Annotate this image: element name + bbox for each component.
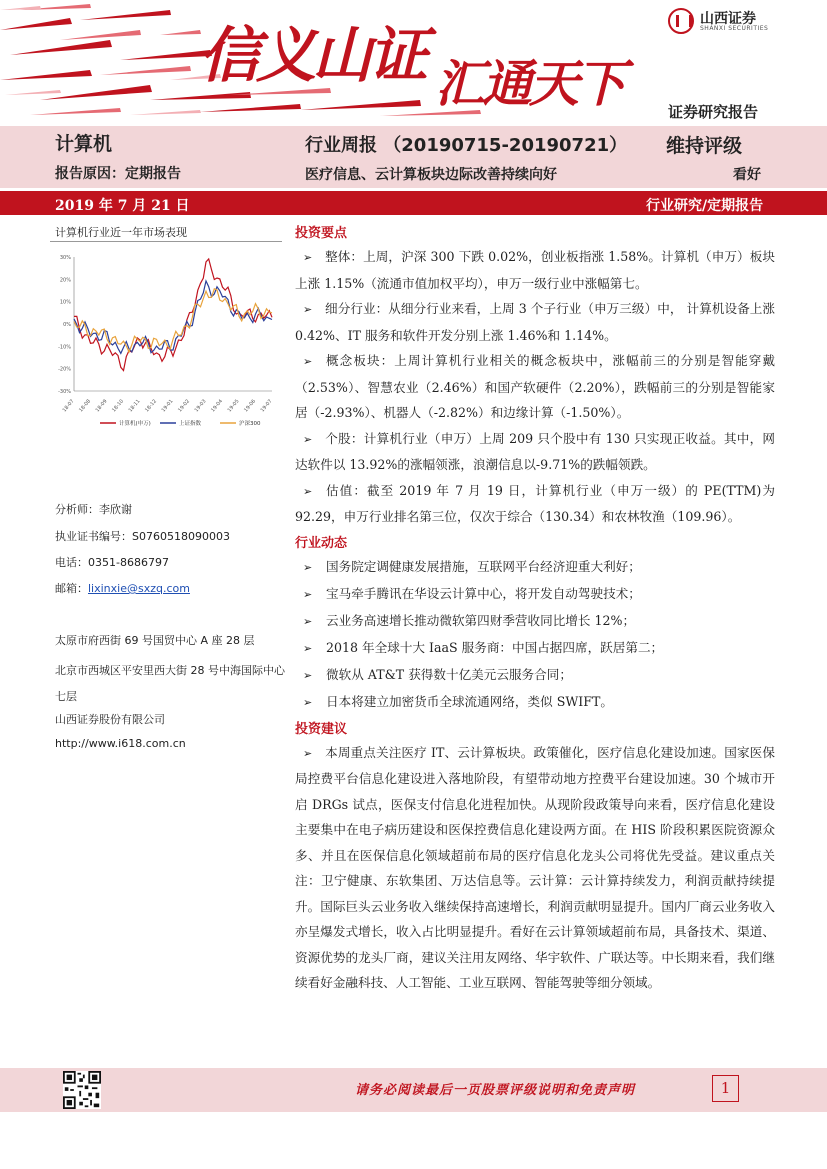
report-reason: 报告原因：定期报告 xyxy=(55,166,181,182)
slogan-part2: 汇通天下 xyxy=(435,55,623,113)
arrow-bullet-icon: ➢ xyxy=(303,432,313,446)
legend-label: 上证指数 xyxy=(179,421,202,427)
email-link[interactable]: lixinxie@sxzq.com xyxy=(88,582,190,595)
invest-point xyxy=(295,296,775,348)
slogan-part1: 信义山证 xyxy=(200,21,424,91)
email-label: 邮箱： xyxy=(55,582,88,595)
news-item-text: 2018 年全球十大 IaaS 服务商：中国占据四席，跃居第二； xyxy=(326,639,664,655)
y-tick-label: 0% xyxy=(63,322,71,328)
arrow-bullet-icon: ➢ xyxy=(303,560,313,574)
invest-point-text: 细分行业：从细分行业来看，上周 3 个子行业（申万三级）中， 计算机设备上涨 0.42%、IT 服务和软件开发分别上涨 1.46%和 1.14%。 xyxy=(295,301,775,343)
report-headline: 医疗信息、云计算板块边际改善持续向好 xyxy=(305,167,557,183)
analyst-name: 分析师：李欣谢 xyxy=(55,503,132,516)
website-link[interactable]: http://www.i618.com.cn xyxy=(55,737,186,750)
series-line-1 xyxy=(74,281,272,353)
header-banner xyxy=(0,0,827,125)
arrow-bullet-icon: ➢ xyxy=(303,746,313,760)
report-category: 行业研究/定期报告 xyxy=(646,198,764,214)
invest-point-text: 整体：上周，沪深 300 下跌 0.02%，创业板指涨 1.58%。计算机（申万）板块上涨 1.15%（流通市值加权平均），申万一级行业中涨幅第七。 xyxy=(295,249,775,291)
license-number: 执业证书编号：S0760518090003 xyxy=(55,530,230,543)
legend-label: 计算机(申万) xyxy=(119,421,151,427)
section-title-news: 行业动态 xyxy=(295,535,348,551)
legend-label: 沪深300 xyxy=(239,421,261,427)
x-tick-label: 19-02 xyxy=(177,398,192,414)
x-tick-label: 19-06 xyxy=(243,398,258,414)
x-tick-label: 19-07 xyxy=(259,398,274,414)
address-beijing: 北京市西城区平安里西大街 28 号中海国际中心七层 xyxy=(55,664,285,703)
arrow-bullet-icon: ➢ xyxy=(303,355,313,368)
phone-number: 电话：0351-8686797 xyxy=(55,556,169,569)
chart-divider xyxy=(50,241,282,242)
news-item-text: 云业务高速增长推动微软第四财季营收同比增长 12%； xyxy=(326,612,636,628)
arrow-bullet-icon: ➢ xyxy=(303,614,313,628)
shanxi-securities-logo-icon xyxy=(668,8,694,34)
report-title: 行业周报 （20190715-20190721） xyxy=(305,135,628,156)
news-item xyxy=(295,662,775,689)
logo-english-name: SHANXI SECURITIES xyxy=(700,25,769,32)
arrow-bullet-icon: ➢ xyxy=(303,251,313,264)
news-item xyxy=(295,608,775,635)
news-item xyxy=(295,581,775,608)
arrow-bullet-icon: ➢ xyxy=(303,695,313,709)
invest-point xyxy=(295,244,775,296)
disclaimer-text: 请务必阅读最后一页股票评级说明和免责声明 xyxy=(355,1083,636,1098)
news-item xyxy=(295,635,775,662)
advice-paragraph xyxy=(295,740,775,996)
market-performance-chart xyxy=(50,245,282,435)
news-item-text: 微软从 AT&T 获得数十亿美元云服务合同； xyxy=(326,666,572,682)
y-tick-label: 30% xyxy=(59,255,71,261)
series-line-0 xyxy=(74,259,272,371)
arrow-bullet-icon: ➢ xyxy=(303,303,313,316)
invest-point xyxy=(295,478,775,530)
y-tick-label: 20% xyxy=(59,277,71,284)
news-item-text: 国务院定调健康发展措施，互联网平台经济迎重大利好； xyxy=(326,558,641,574)
y-tick-label: -30% xyxy=(58,389,71,395)
x-tick-label: 18-09 xyxy=(94,398,109,414)
qr-code-icon xyxy=(63,1071,101,1109)
invest-point xyxy=(295,426,775,478)
report-type-label: 证券研究报告 xyxy=(668,103,759,121)
y-tick-label: -20% xyxy=(58,366,71,373)
main-content xyxy=(295,220,775,996)
x-tick-label: 19-03 xyxy=(193,398,208,414)
news-item xyxy=(295,689,775,716)
y-tick-label: -10% xyxy=(58,344,71,351)
arrow-bullet-icon: ➢ xyxy=(303,668,313,682)
chart-title: 计算机行业近一年市场表现 xyxy=(55,226,187,239)
news-item-text: 宝马牵手腾讯在华设云计算中心，将开发自动驾驶技术； xyxy=(326,585,641,601)
advice-text: 本周重点关注医疗 IT、云计算板块。政策催化，医疗信息化建设加速。国家医保局控费平台信息化建设进入落地阶段，有望带动地方控费平台建设加速。30 个城市开启 DRGs 试点，医保支付信息化进程加快。从现阶段政策导向来看，医疗信息化建设主要集中在电子病历建设和医保控费信息化建设两方面。在 HIS 阶段积累医院资源众多、并且在医保信息化领域超前布局的医疗信息化龙头公司将优先受益。建议重点关注：卫宁健康、东软集团、万达信息等。云计算：云计算持续发力，利润贡献持续提升。国际巨头云业务收入继续保持高速增长，利润贡献明显提升。国内厂商云业务收入亦呈爆发式增长，收入占比明显提升。看好在云计算领域超前布局，具备技术、渠道、资源优势的龙头厂商，建议关注用友网络、华宇软件、广联达等。中长期来看，我们继续看好金融科技、人工智能、工业互联网、智能驾驶等细分领域。 xyxy=(295,744,775,990)
sector-name: 计算机 xyxy=(55,133,113,155)
invest-point-text: 估值：截至 2019 年 7 月 19 日，计算机行业（申万一级）的 PE(TTM)为 92.29，申万行业排名第三位，仅次于综合（130.34）和农林牧渔（109.96）。 xyxy=(295,482,775,524)
report-date: 2019 年 7 月 21 日 xyxy=(55,198,190,214)
invest-point-text: 概念板块：上周计算机行业相关的概念板块中，涨幅前三的分别是智能穿戴（2.53%）、智慧农业（2.46%）和国产软硬件（2.20%），跌幅前三的分别是智能家居（-2.93%）、机器人（-2.82%）和边缘计算（-1.50%）。 xyxy=(295,353,775,420)
x-tick-label: 19-01 xyxy=(160,398,175,414)
x-tick-label: 19-04 xyxy=(210,398,225,414)
x-tick-label: 18-08 xyxy=(78,398,93,414)
series-line-2 xyxy=(74,289,272,352)
page-number: 1 xyxy=(712,1075,739,1102)
arrow-bullet-icon: ➢ xyxy=(303,587,313,601)
company-name: 山西证券股份有限公司 xyxy=(55,713,165,726)
x-tick-label: 19-05 xyxy=(226,398,241,414)
outlook-label: 看好 xyxy=(733,167,761,183)
company-logo xyxy=(668,8,818,38)
section-title-advice: 投资建议 xyxy=(295,721,348,737)
news-item-text: 日本将建立加密货币全球流通网络，类似 SWIFT。 xyxy=(326,693,613,709)
section-title-invest: 投资要点 xyxy=(295,226,348,241)
x-tick-label: 18-10 xyxy=(111,398,126,414)
x-tick-label: 18-07 xyxy=(61,398,76,414)
x-tick-label: 18-11 xyxy=(127,398,142,414)
arrow-bullet-icon: ➢ xyxy=(303,484,313,498)
rating-label: 维持评级 xyxy=(666,135,743,157)
x-tick-label: 18-12 xyxy=(144,398,159,414)
arrow-bullet-icon: ➢ xyxy=(303,641,313,655)
news-item xyxy=(295,554,775,581)
email-row xyxy=(55,580,190,596)
y-tick-label: 10% xyxy=(59,299,71,306)
address-taiyuan: 太原市府西街 69 号国贸中心 A 座 28 层 xyxy=(55,634,255,647)
logo-chinese-name: 山西证券 xyxy=(700,11,756,27)
invest-point xyxy=(295,348,775,426)
invest-point-text: 个股：计算机行业（申万）上周 209 只个股中有 130 只实现正收益。其中，网达软件以 13.92%的涨幅领涨，浪潮信息以-9.71%的跌幅领跌。 xyxy=(295,430,775,472)
